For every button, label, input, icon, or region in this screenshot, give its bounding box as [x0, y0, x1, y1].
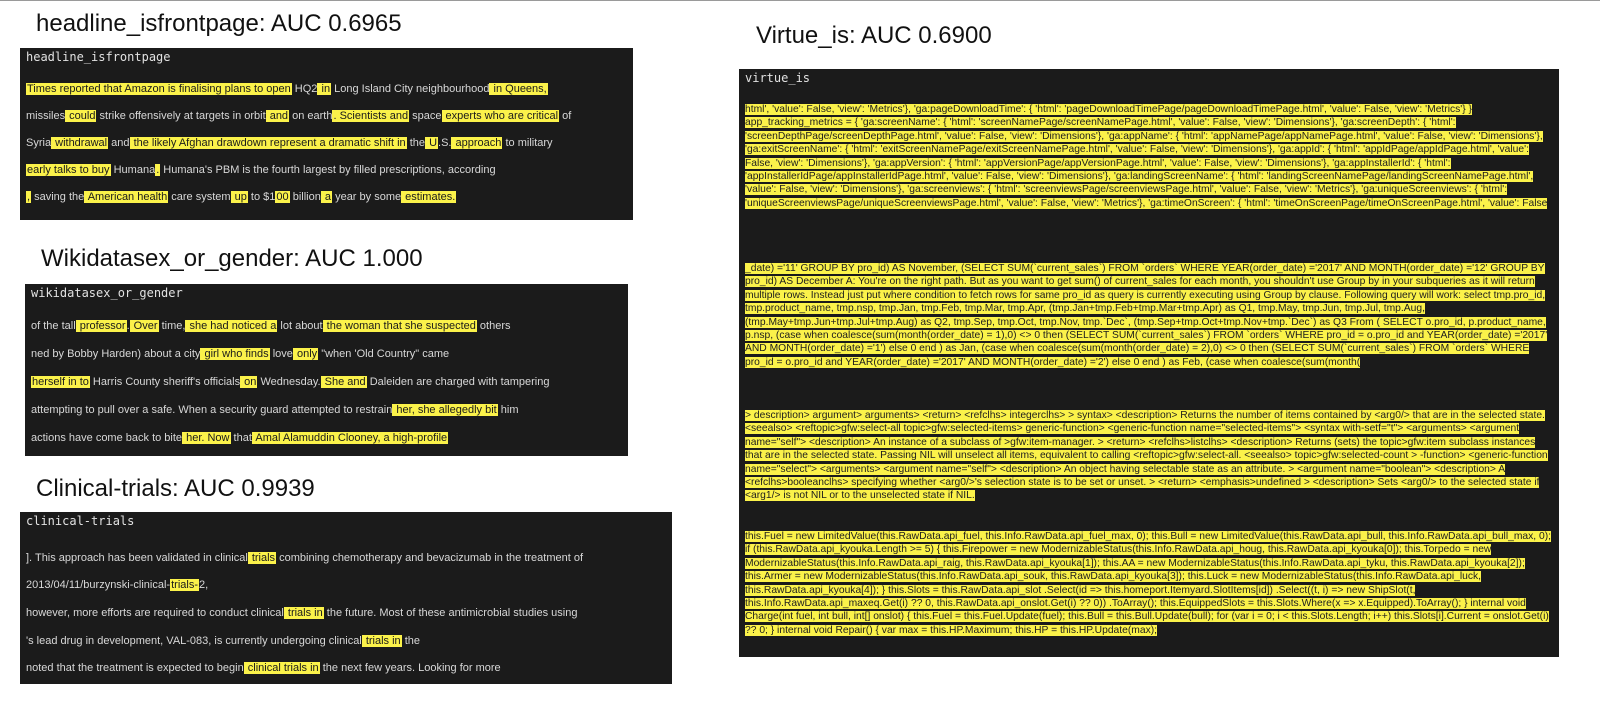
panel-virtue	[739, 69, 1559, 657]
highlighted-token: Times reported that Amazon is finalising plans to open	[27, 83, 291, 95]
plain-token: 's lead drug in development, VAL-083, is currently undergoing clinical	[26, 635, 362, 647]
plain-token: on earth	[289, 110, 333, 122]
highlighted-token: 00	[276, 191, 289, 203]
highlighted-token: herself in to	[32, 376, 89, 388]
highlighted-token: approach	[452, 137, 502, 149]
highlighted-token: trials in	[362, 635, 401, 647]
panel-title-clinical: Clinical-trials: AUC 0.9939	[36, 475, 315, 502]
panel-title-virtue: Virtue_is: AUC 0.6900	[756, 22, 992, 49]
highlighted-token: professor	[76, 320, 126, 332]
text-line	[26, 164, 496, 176]
highlighted-token: clinical trials in	[244, 662, 319, 674]
highlighted-token: could	[66, 110, 96, 122]
plain-token: and	[108, 137, 130, 149]
panel-title-headline: headline_isfrontpage: AUC 0.6965	[36, 10, 402, 37]
text-line	[31, 404, 519, 416]
highlighted-token: withdrawal	[52, 137, 108, 149]
plain-token: ]. This approach has been validated in clinical	[26, 552, 248, 564]
plain-token: year by some	[332, 191, 402, 203]
text-line	[26, 579, 208, 591]
highlighted-token: she had noticed a	[186, 320, 277, 332]
plain-token: to military	[502, 137, 553, 149]
plain-token: strike offensively at targets in orbit	[96, 110, 266, 122]
plain-token: the next few years. Looking for more	[319, 662, 501, 674]
plain-token: billion	[289, 191, 321, 203]
plain-token: Humana	[110, 164, 156, 176]
plain-token: .	[126, 320, 130, 332]
plain-token: love	[269, 348, 293, 360]
highlighted-token: girl who finds	[201, 348, 269, 360]
panel-title-wikidata: Wikidatasex_or_gender: AUC 1.000	[41, 245, 423, 272]
panel-header-virtue: virtue_is	[745, 71, 811, 85]
plain-token: HQ2	[291, 83, 318, 95]
highlighted-token: .	[156, 164, 160, 176]
plain-token: lot about	[277, 320, 323, 332]
plain-token: .S.	[438, 137, 452, 149]
highlighted-token: html', 'value': False, 'view': 'Metrics'}, 'ga:pageDownloadTime': { 'html': 'pageDownloadTimePage/pageDownloadTimePage.html', 'value': False, 'view': 'Metrics'} } app_tracking_metrics = { 'ga:screenName': { 'html': 'screenNamePage/screenNamePage.html', 'value': False, 'view': 'Dimensions'}, 'ga:screenDepth': { 'html': 'screenDepthPage/screenDepthPage.html', 'value': False, 'view': 'Dimensions'}, 'ga:appName': { 'html': 'appNamePage/appNamePage.html', 'value': False, 'view': 'Dimensions'}, 'ga:exitScreenName': { 'html': 'exitScreenNamePage/exitScreenNamePage.html', 'value': False, 'view': 'Dimensions'}, 'ga:appId': { 'html': 'appIdPage/appIdPage.html', 'value': False, 'view': 'Dimensions'}, 'ga:appVersion': { 'html': 'appVersionPage/appVersionPage.html', 'value': False, 'view': 'Dimensions'}, 'ga:appInstallerId': { 'html': 'appInstallerIdPage/appInstallerIdPage.html', 'value': False, 'view': 'Dimensions'}, 'ga:landingScreenName': { 'html': 'landingScreenNamePage/landingScreenNamePage.html', 'value': False, 'view': 'Dimensions'}, 'ga:screenviews': { 'html': 'screenviewsPage/screenviewsPage.html', 'value': False, 'view': 'Metrics'}, 'ga:uniqueScreenviews': { 'html': 'uniqueScreenviewsPage/uniqueScreenviewsPage.html', 'value': False, 'view': 'Metrics'}, 'ga:timeOnScreen': { 'html': 'timeOnScreenPage/timeOnScreenPage.html', 'value': False	[745, 104, 1548, 209]
panel-header-wikidata: wikidatasex_or_gender	[31, 286, 183, 300]
plain-token: Wednesday.	[257, 376, 321, 388]
highlighted-token: the likely Afghan drawdown represent a dramatic shift in	[130, 137, 406, 149]
highlighted-token: the woman that she suspected	[323, 320, 476, 332]
top-border	[0, 0, 1600, 1]
plain-token: combining chemotherapy and bevacizumab in the treatment of	[276, 552, 584, 564]
highlighted-token: Over	[130, 320, 158, 332]
highlighted-token: > description> argument> arguments> <return> <refclhs> integerclhs> > syntax> <description> Returns the number of items contained by <arg0/> that are in the selected state. <seealso> <reftopic>gfw:select-all topic>gfw:selected-items> generic-function> <generic-function name="selected-items"> <syntax with-setf="t"> <arguments> <argument name="self"> <description> An instance of a subclass of >gfw:item-manager. > <return> <refclhs>listclhs> <description> Returns (sets) the topic>gfw:item subclass instances that are in the selected state. Passing NIL will unselect all items, equivalent to calling <reftopic>gfw:select-all. <seealso> topic>gfw:selected-count > -function> <generic-function name="select"> <arguments> <argument name="self"> <description> An object having selectable state as an attribute. > <argument name="boolean"> <description> A <refclhs>booleanclhs> specifying whether <arg0/>'s selection state is to be set or unset. > <return> <emphasis>undefined > <description> Sets <arg0/> to the selected state if <arg1/> is not NIL or to the unselected state if NIL.	[745, 410, 1548, 502]
plain-token: space	[409, 110, 442, 122]
text-block	[745, 103, 1553, 210]
text-line	[26, 83, 548, 95]
panel-wikidata	[25, 284, 628, 456]
highlighted-token: on	[241, 376, 257, 388]
highlighted-token: her. Now	[183, 432, 230, 444]
highlighted-token: trials-	[171, 579, 198, 591]
highlighted-token: . Scientists and	[333, 110, 409, 122]
text-line	[26, 662, 501, 674]
text-block	[745, 262, 1553, 369]
plain-token: attempting to pull over a safe. When a security guard attempted to restrain	[31, 404, 393, 416]
highlighted-token: and	[266, 110, 289, 122]
plain-token: however, more efforts are required to conduct clinical	[26, 607, 284, 619]
text-line	[31, 376, 549, 388]
plain-token: the	[406, 137, 426, 149]
highlighted-token: experts who are critical	[442, 110, 559, 122]
highlighted-token: her, she allegedly bit	[393, 404, 497, 416]
highlighted-token: Amal Alamuddin Clooney, a high-profile	[252, 432, 448, 444]
plain-token: time,	[158, 320, 186, 332]
highlighted-token: early talks to buy	[27, 164, 110, 176]
plain-token: actions have come back to bite	[31, 432, 183, 444]
plain-token: of the tall	[31, 320, 76, 332]
highlighted-token: _date) ='11' GROUP BY pro_id) AS November, (SELECT SUM(`current_sales`) FROM `orders` WHERE YEAR(order_date) ='2017' AND MONTH(order_date) ='12' GROUP BY pro_id) AS December A: You're on the right path. But as you want to get sum() of current_sales for each month, you shouldn't use Group by in your subqueries as it will return multiple rows. Instead just put where condition to fetch rows for same pro_id as query is currently executing using Group by clause. Following query will work: select tmp.pro_id, tmp.product_name, tmp.nsp, tmp.Jan, tmp.Feb, tmp.Mar, tmp.Apr, (tmp.Jan+tmp.Feb+tmp.Mar+tmp.Apr) as Q1, tmp.May, tmp.Jun, tmp.Jul, tmp.Aug, (tmp.May+tmp.Jun+tmp.Jul+tmp.Aug) as Q2, tmp.Sep, tmp.Oct, tmp.Nov, tmp.`Dec`, (tmp.Sep+tmp.Oct+tmp.Nov+tmp.`Dec`) as Q3 From ( SELECT o.pro_id, p.product_name, p.nsp, (case when coalesce(sum(month(order_date) = 1),0) <> 0 then (SELECT SUM(`current_sales`) FROM `orders` WHERE pro_id = o.pro_id and YEAR(order_date) ='2017' AND MONTH(order_date) ='1') else 0 end ) as Jan, (case when coalesce(sum(month(order_date) = 2),0) <> 0 then (SELECT SUM(`current_sales`) FROM `orders` WHERE pro_id = o.pro_id and YEAR(order_date) ='2017' AND MONTH(order_date) ='2') else 0 end ) as Feb, (case when coalesce(sum(month(	[745, 263, 1548, 368]
plain-token: ned by Bobby Harden) about a city	[31, 348, 201, 360]
plain-token: the future. Most of these antimicrobial studies using	[323, 607, 578, 619]
highlighted-token: U	[426, 137, 438, 149]
plain-token: him	[497, 404, 519, 416]
text-line	[26, 635, 420, 647]
plain-token: "when 'Old Country" came	[318, 348, 450, 360]
plain-token: care system	[168, 191, 231, 203]
highlighted-token: estimates.	[402, 191, 456, 203]
highlighted-token: up	[231, 191, 247, 203]
highlighted-token: American health	[85, 191, 168, 203]
plain-token: saving the	[31, 191, 85, 203]
highlighted-token: ,	[27, 191, 31, 203]
plain-token: missiles	[26, 110, 66, 122]
highlighted-token: in Queens,	[490, 83, 547, 95]
text-block	[745, 530, 1553, 637]
panel-header-headline: headline_isfrontpage	[26, 50, 171, 64]
highlighted-token: She and	[321, 376, 366, 388]
text-line	[31, 320, 511, 332]
highlighted-token: trials	[248, 552, 276, 564]
highlighted-token: in	[318, 83, 331, 95]
highlighted-token: trials in	[284, 607, 323, 619]
highlighted-token: this.Fuel = new LimitedValue(this.RawData.api_fuel, this.Info.RawData.api_fuel_max, 0); this.Bull = new LimitedValue(this.RawData.api_bull, this.Info.RawData.api_bull_max, 0); if (this.RawData.api_kyouka.Length >= 5) { this.Firepower = new ModernizableStatus(this.Info.RawData.api_houg, this.RawData.api_kyouka[0]); this.Torpedo = new ModernizableStatus(this.Info.RawData.api_raig, this.RawData.api_kyouka[1]); this.AA = new ModernizableStatus(this.Info.RawData.api_tyku, this.RawData.api_kyouka[2]); this.Armer = new ModernizableStatus(this.Info.RawData.api_souk, this.RawData.api_kyouka[3]); this.Luck = new ModernizableStatus(this.Info.RawData.api_luck, this.RawData.api_kyouka[4]); } this.Slots = this.RawData.api_slot .Select(id => this.homeport.Itemyard.SlotItems[id]) .Select((t, i) => new ShipSlot(t, this.Info.RawData.api_maxeq.Get(i) ?? 0, this.RawData.api_onslot.Get(i) ?? 0)) .ToArray(); this.EquippedSlots = this.Slots.Where(x => x.Equipped).ToArray(); } internal void Charge(int fuel, int bull, int[] onslot) { this.Fuel = this.Fuel.Update(fuel); this.Bull = this.Bull.Update(bull); for (var i = 0; i < this.Slots.Length; i++) this.Slots[i].Current = onslot.Get(i) ?? 0; } internal void Repair() { var max = this.HP.Maximum; this.HP = this.HP.Update(max);	[745, 531, 1552, 636]
plain-token: noted that the treatment is expected to begin	[26, 662, 244, 674]
text-line	[26, 191, 456, 203]
plain-token: Syria	[26, 137, 52, 149]
highlighted-token: only	[293, 348, 318, 360]
plain-token: others	[476, 320, 511, 332]
plain-token: of	[559, 110, 572, 122]
text-line	[26, 607, 577, 619]
text-block	[745, 409, 1553, 503]
plain-token: 2013/04/11/burzynski-clinical-	[26, 579, 171, 591]
panel-clinical	[20, 512, 672, 684]
panel-headline	[20, 48, 633, 220]
plain-token: Long Island City neighbourhood	[331, 83, 490, 95]
plain-token: that	[230, 432, 252, 444]
panel-header-clinical: clinical-trials	[26, 514, 135, 528]
text-line	[26, 137, 553, 149]
plain-token: Daleiden are charged with tampering	[366, 376, 550, 388]
highlighted-token: a	[321, 191, 332, 203]
plain-token: Harris County sheriff's officials	[89, 376, 241, 388]
plain-token: Humana's PBM is the fourth largest by filled prescriptions, according	[160, 164, 496, 176]
text-line	[26, 110, 571, 122]
plain-token: the	[401, 635, 421, 647]
plain-token: to $1	[247, 191, 276, 203]
plain-token: 2,	[198, 579, 209, 591]
text-line	[31, 432, 448, 444]
text-line	[26, 552, 583, 564]
text-line	[31, 348, 449, 360]
